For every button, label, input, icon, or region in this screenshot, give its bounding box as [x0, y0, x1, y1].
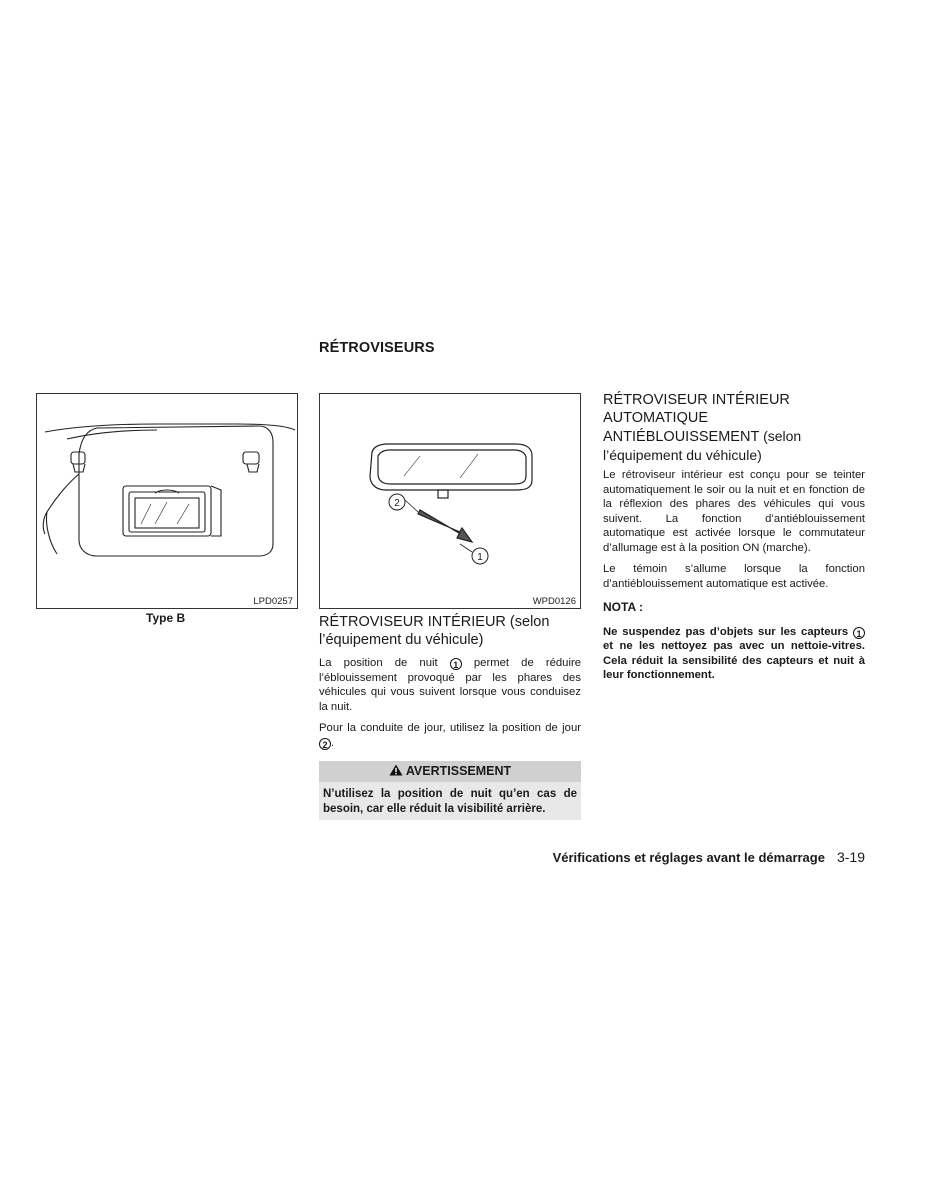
warning-box	[319, 761, 581, 820]
warning-header	[319, 761, 581, 782]
callout-1: 1	[477, 552, 483, 563]
paragraph: Pour la conduite de jour, utilisez la position de jour 2 .	[319, 722, 581, 750]
warning-icon	[389, 764, 403, 776]
callout-ref-2: 2	[319, 738, 331, 750]
page-number: 3-19	[836, 849, 865, 865]
inside-mirror-body	[319, 656, 581, 750]
section-title: RÉTROVISEURS	[319, 340, 435, 356]
figure-code: WPD0126	[532, 596, 576, 607]
paragraph: Le témoin s’allume lorsque la fonction d’antiéblouissement automatique est activée.	[603, 563, 865, 590]
auto-mirror-body	[603, 468, 865, 683]
paragraph: La position de nuit 1 permet de réduire l’éblouissement provoqué par les phares des véhicules qui vous suivent lorsque vous conduisez la nuit.	[319, 657, 582, 713]
heading-line: RÉTROVISEUR INTÉRIEUR	[603, 392, 790, 408]
page-footer	[553, 849, 865, 865]
auto-mirror-heading	[603, 391, 865, 464]
chapter-title: Vérifications et réglages avant le démarrage	[552, 850, 825, 865]
rearview-mirror-figure	[319, 393, 581, 609]
heading-line: AUTOMATIQUE	[603, 410, 708, 426]
sun-visor-illustration	[37, 394, 297, 608]
inside-mirror-heading	[319, 613, 581, 649]
heading-line: l’équipement du véhicule)	[603, 447, 762, 463]
paragraph: Le rétroviseur intérieur est conçu pour se teinter automatiquement le soir ou la nuit et en fonction de la réflexion des phares des véhicules qui vous suivent. La fonction d’antiéblouissement automatique est activée lorsque le commutateur d’allumage est à la position ON (marche).	[603, 469, 865, 554]
warning-title: AVERTISSEMENT	[405, 764, 512, 778]
figure-caption: Type B	[146, 611, 186, 625]
note-text: Ne suspendez pas d’objets sur les capteurs 1 et ne les nettoyez pas avec un nettoie-vitres. Cela réduit la sensibilité des capteurs et nuit à leur fonctionnement.	[603, 625, 865, 681]
note-label: NOTA :	[603, 600, 643, 614]
heading-line: l’équipement du véhicule)	[319, 632, 484, 648]
heading-line: RÉTROVISEUR INTÉRIEUR (selon	[319, 614, 550, 630]
callout-ref-1: 1	[853, 627, 865, 639]
heading-line: ANTIÉBLOUISSEMENT (selon	[603, 428, 802, 445]
figure-code: LPD0257	[253, 596, 293, 607]
sun-visor-figure	[36, 393, 298, 609]
callout-ref-1: 1	[450, 658, 462, 670]
warning-text: N’utilisez la position de nuit qu’en cas de besoin, car elle réduit la visibilité arrière.	[319, 782, 581, 820]
callout-2: 2	[394, 498, 400, 509]
rearview-mirror-illustration	[320, 394, 580, 608]
